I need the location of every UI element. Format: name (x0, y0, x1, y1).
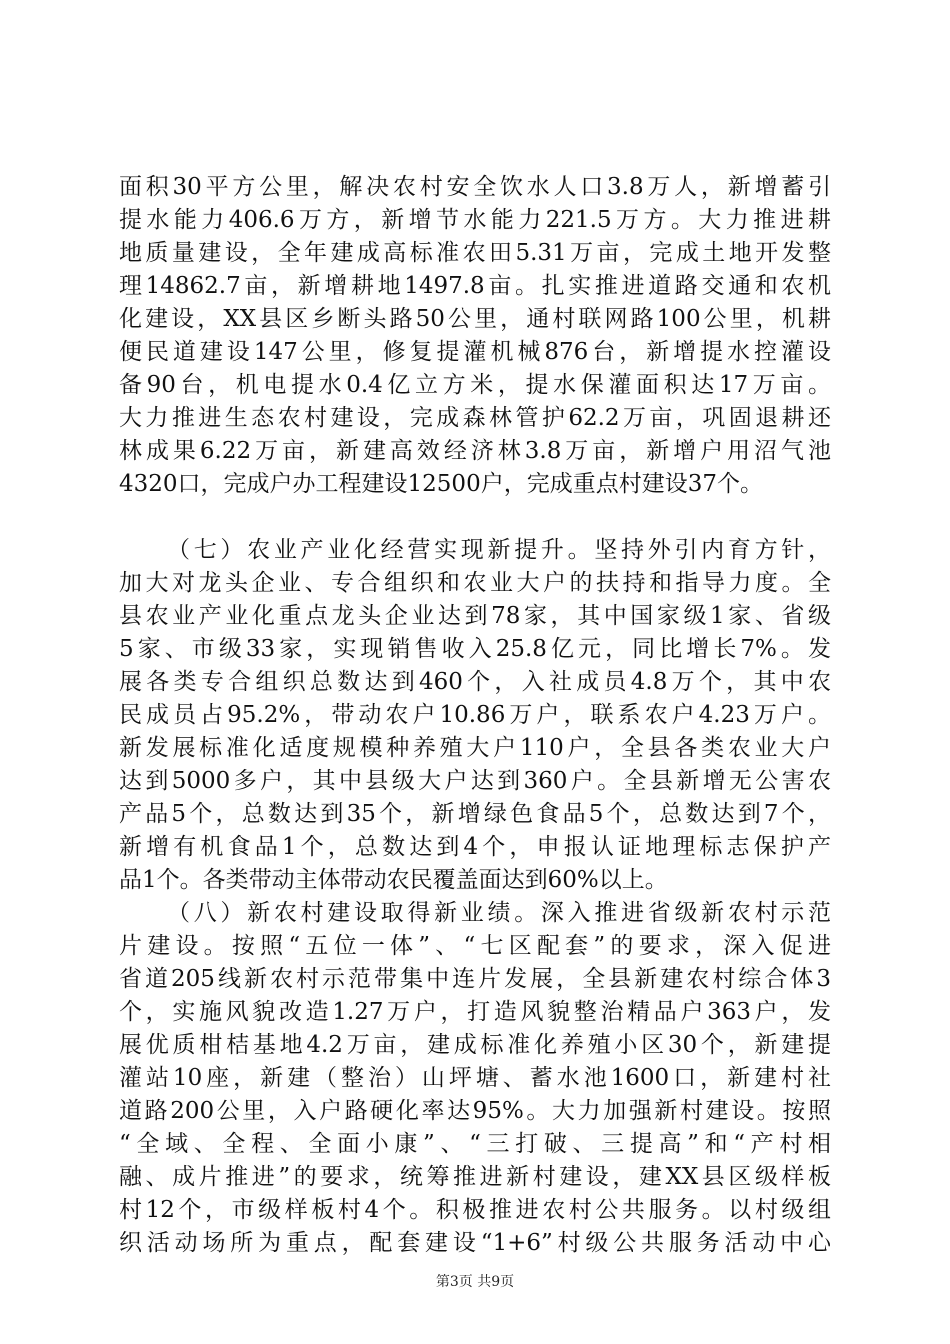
paragraph-line: 展优质柑桔基地4.2万亩，建成标准化养殖小区30个，新建提 (119, 1032, 831, 1058)
paragraph-line: 面积30平方公里，解决农村安全饮水人口3.8万人，新增蓄引 (119, 174, 831, 200)
paragraph-line: 达到5000多户，其中县级大户达到360户。全县新增无公害农 (119, 768, 831, 794)
paragraph-line: 展各类专合组织总数达到460个，入社成员4.8万个，其中农 (119, 669, 831, 695)
paragraph-line: 融、成片推进”的要求，统筹推进新村建设，建XX县区级样板 (119, 1164, 831, 1190)
paragraph-line: 便民道建设147公里，修复提灌机械876台，新增提水控灌设 (119, 339, 831, 365)
paragraph-line: 理14862.7亩，新增耕地1497.8亩。扎实推进道路交通和农机 (119, 273, 831, 299)
paragraph-line: 织活动场所为重点，配套建设“1+6”村级公共服务活动中心 (119, 1230, 831, 1256)
paragraph-line: 民成员占95.2%，带动农户10.86万户，联系农户4.23万户。 (119, 702, 831, 728)
section-heading-line: （七）农业产业化经营实现新提升。坚持外引内育方针， (167, 537, 831, 563)
paragraph-line: 提水能力406.6万方，新增节水能力221.5万方。大力推进耕 (119, 207, 831, 233)
paragraph-line: 灌站10座，新建（整治）山坪塘、蓄水池1600口，新建村社 (119, 1065, 831, 1091)
paragraph-line: 化建设，XX县区乡断头路50公里，通村联网路100公里，机耕 (119, 306, 831, 332)
paragraph-line: 片建设。按照“五位一体”、“七区配套”的要求，深入促进 (119, 933, 831, 959)
paragraph-line: 大力推进生态农村建设，完成森林管护62.2万亩，巩固退耕还 (119, 405, 831, 431)
paragraph-line: 备90台，机电提水0.4亿立方米，提水保灌面积达17万亩。 (119, 372, 831, 398)
paragraph-line: 产品5个，总数达到35个，新增绿色食品5个，总数达到7个， (119, 801, 831, 827)
paragraph-line: “全域、全程、全面小康”、“三打破、三提高”和“产村相 (119, 1131, 831, 1157)
paragraph-line: 地质量建设，全年建成高标准农田5.31万亩，完成土地开发整 (119, 240, 831, 266)
page-number-footer: 第3页 共9页 (435, 1274, 515, 1290)
paragraph-line: 林成果6.22万亩，新建高效经济林3.8万亩，新增户用沼气池 (119, 438, 831, 464)
paragraph-line: 5家、市级33家，实现销售收入25.8亿元，同比增长7%。发 (119, 636, 831, 662)
paragraph-line: 新增有机食品1个，总数达到4个，申报认证地理标志保护产 (119, 834, 831, 860)
section-heading-line: （八）新农村建设取得新业绩。深入推进省级新农村示范 (167, 900, 831, 926)
paragraph-line: 品1个。各类带动主体带动农民覆盖面达到60%以上。 (119, 867, 668, 893)
paragraph-line: 村12个，市级样板村4个。积极推进农村公共服务。以村级组 (119, 1197, 831, 1223)
paragraph-line: 4320口，完成户办工程建设12500户，完成重点村建设37个。 (119, 471, 763, 497)
paragraph-line: 新发展标准化适度规模种养殖大户110户，全县各类农业大户 (119, 735, 831, 761)
paragraph-line: 道路200公里，入户路硬化率达95%。大力加强新村建设。按照 (119, 1098, 831, 1124)
paragraph-line: 个，实施风貌改造1.27万户，打造风貌整治精品户363户，发 (119, 999, 831, 1025)
paragraph-line: 加大对龙头企业、专合组织和农业大户的扶持和指导力度。全 (119, 570, 831, 596)
paragraph-line: 省道205线新农村示范带集中连片发展，全县新建农村综合体3 (119, 966, 831, 992)
paragraph-line: 县农业产业化重点龙头企业达到78家，其中国家级1家、省级 (119, 603, 831, 629)
